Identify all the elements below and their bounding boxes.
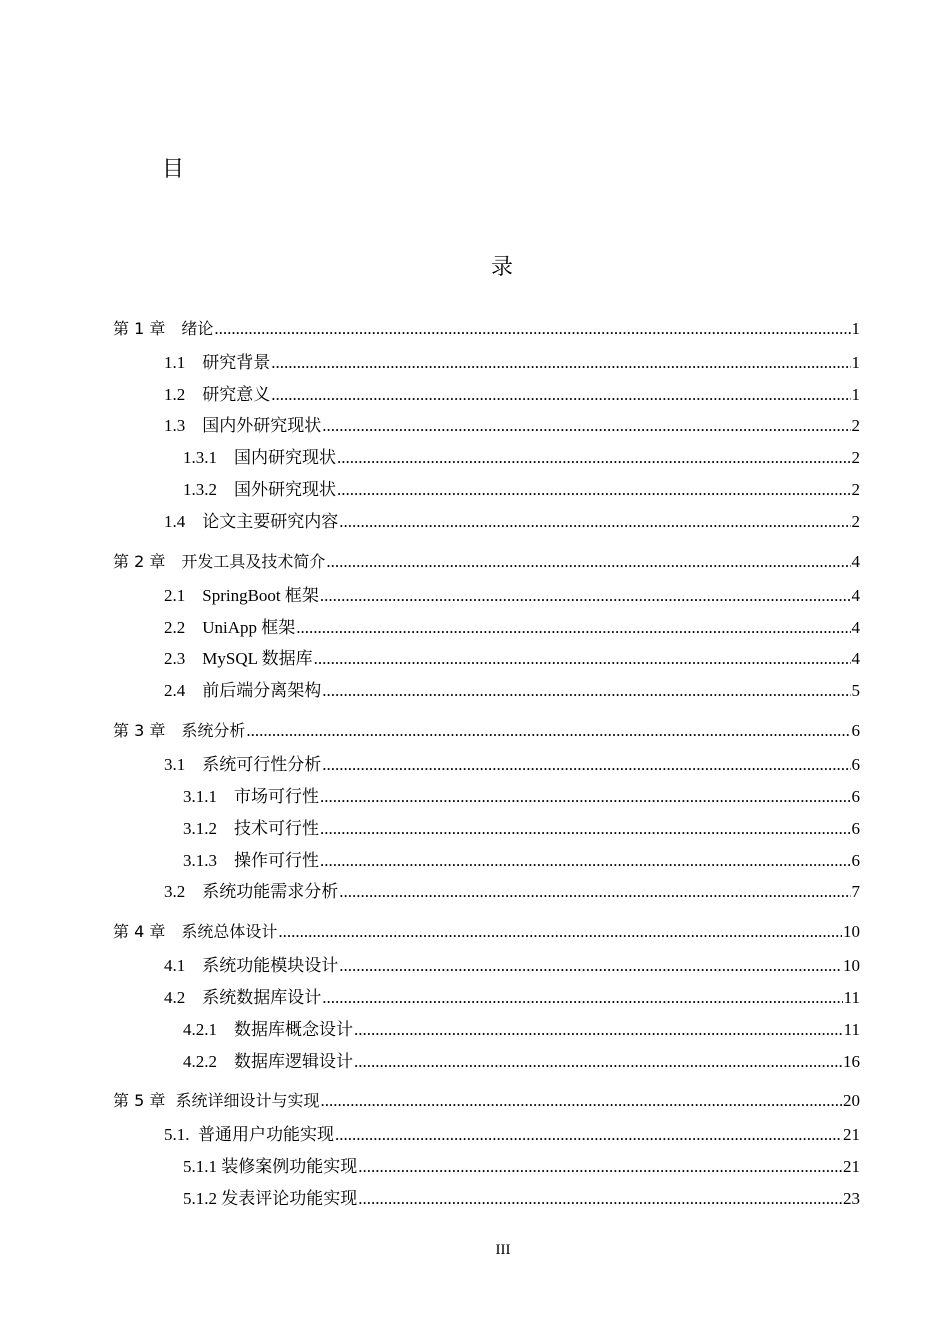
toc-section-entry[interactable]: [164, 877, 860, 901]
toc-dot-leader: [314, 649, 851, 669]
toc-entry-page: 2: [851, 416, 860, 435]
toc-entry-page: 6: [851, 787, 860, 806]
toc-dot-leader: [326, 552, 850, 572]
toc-section-entry[interactable]: [164, 750, 860, 774]
toc-entry-page: 6: [851, 851, 860, 870]
toc-dot-leader: [337, 480, 851, 500]
toc-entry-label: 3.1.1 市场可行性: [183, 787, 319, 806]
toc-entry-label: 第 1 章 绪论: [113, 319, 214, 338]
toc-dot-leader: [320, 586, 851, 606]
toc-dot-leader: [335, 1125, 842, 1145]
toc-dot-leader: [322, 988, 842, 1008]
toc-entry-label: 第 4 章 系统总体设计: [113, 922, 278, 941]
toc-title-char-2: 录: [491, 255, 514, 280]
toc-entry-label: 第 3 章 系统分析: [113, 721, 246, 740]
toc-entry-label: 第 5 章 系统详细设计与实现: [113, 1091, 320, 1110]
toc-subsection-entry[interactable]: [183, 443, 860, 467]
toc-entry-label: 2.4 前后端分离架构: [164, 681, 322, 700]
toc-entry-label: 1.3.1 国内研究现状: [183, 448, 336, 467]
toc-dot-leader: [320, 851, 851, 871]
toc-dot-leader: [271, 385, 850, 405]
toc-subsection-entry[interactable]: [183, 1184, 860, 1208]
toc-entry-label: 1.3.2 国外研究现状: [183, 480, 336, 499]
toc-entry-label: 3.1.2 技术可行性: [183, 819, 319, 838]
toc-chapter-entry[interactable]: [113, 718, 860, 742]
toc-dot-leader: [271, 353, 850, 373]
toc-entry-label: 1.2 研究意义: [164, 385, 271, 404]
toc-entry-page: 10: [843, 956, 860, 975]
toc-title-char-1: 目: [162, 157, 185, 182]
toc-subsection-entry[interactable]: [183, 782, 860, 806]
toc-entry-label: 3.1 系统可行性分析: [164, 755, 322, 774]
toc-entry-page: 2: [851, 448, 860, 467]
toc-entry-page: 1: [851, 353, 860, 372]
toc-chapter-entry[interactable]: [113, 1088, 860, 1112]
toc-subsection-entry[interactable]: [183, 814, 860, 838]
toc-entry-page: 4: [851, 552, 860, 571]
toc-dot-leader: [354, 1052, 842, 1072]
toc-entry-page: 2: [851, 512, 860, 531]
toc-entry-label: 3.1.3 操作可行性: [183, 851, 319, 870]
toc-section-entry[interactable]: [164, 1120, 860, 1144]
toc-subsection-entry[interactable]: [183, 1152, 860, 1176]
toc-entry-page: 6: [851, 721, 860, 740]
toc-entry-label: 2.1 SpringBoot 框架: [164, 586, 319, 605]
toc-dot-leader: [322, 755, 850, 775]
toc-section-entry[interactable]: [164, 380, 860, 404]
toc-entry-page: 6: [851, 819, 860, 838]
toc-dot-leader: [358, 1157, 842, 1177]
toc-entry-label: 1.3 国内外研究现状: [164, 416, 322, 435]
toc-entry-page: 10: [843, 922, 860, 941]
toc-entry-page: 11: [843, 1020, 860, 1039]
toc-section-entry[interactable]: [164, 581, 860, 605]
toc-section-entry[interactable]: [164, 348, 860, 372]
toc-subsection-entry[interactable]: [183, 1047, 860, 1071]
toc-dot-leader: [320, 819, 851, 839]
toc-entry-page: 7: [851, 882, 860, 901]
toc-section-entry[interactable]: [164, 951, 860, 975]
toc-section-entry[interactable]: [164, 507, 860, 531]
toc-chapter-entry[interactable]: [113, 919, 860, 943]
toc-entry-page: 4: [851, 618, 860, 637]
toc-dot-leader: [322, 416, 850, 436]
toc-dot-leader: [321, 1091, 842, 1111]
toc-entry-label: 2.3 MySQL 数据库: [164, 649, 313, 668]
toc-subsection-entry[interactable]: [183, 475, 860, 499]
toc-dot-leader: [354, 1020, 843, 1040]
toc-dot-leader: [296, 618, 850, 638]
toc-chapter-entry[interactable]: [113, 549, 860, 573]
toc-entry-label: 4.2.1 数据库概念设计: [183, 1020, 353, 1039]
toc-chapter-entry[interactable]: [113, 316, 860, 340]
toc-entry-label: 3.2 系统功能需求分析: [164, 882, 339, 901]
toc-entry-label: 4.2 系统数据库设计: [164, 988, 322, 1007]
toc-dot-leader: [339, 956, 842, 976]
toc-section-entry[interactable]: [164, 613, 860, 637]
toc-dot-leader: [246, 721, 850, 741]
toc-subsection-entry[interactable]: [183, 1015, 860, 1039]
toc-section-entry[interactable]: [164, 411, 860, 435]
toc-entry-label: 1.1 研究背景: [164, 353, 271, 372]
toc-section-entry[interactable]: [164, 644, 860, 668]
toc-entry-page: 21: [843, 1157, 860, 1176]
toc-subsection-entry[interactable]: [183, 846, 860, 870]
toc-entry-label: 4.1 系统功能模块设计: [164, 956, 339, 975]
toc-entry-page: 6: [851, 755, 860, 774]
toc-entry-label: 5.1.1 装修案例功能实现: [183, 1157, 358, 1176]
toc-entry-page: 4: [851, 649, 860, 668]
toc-entry-label: 4.2.2 数据库逻辑设计: [183, 1052, 353, 1071]
toc-entry-label: 2.2 UniApp 框架: [164, 618, 296, 637]
toc-entry-page: 1: [851, 385, 860, 404]
toc-dot-leader: [337, 448, 851, 468]
toc-dot-leader: [339, 512, 850, 532]
toc-dot-leader: [358, 1189, 842, 1209]
toc-entry-label: 5.1.2 发表评论功能实现: [183, 1189, 358, 1208]
toc-entry-page: 11: [843, 988, 860, 1007]
toc-entry-label: 1.4 论文主要研究内容: [164, 512, 339, 531]
toc-dot-leader: [214, 319, 850, 339]
toc-dot-leader: [320, 787, 851, 807]
toc-section-entry[interactable]: [164, 676, 860, 700]
toc-entry-label: 5.1. 普通用户功能实现: [164, 1125, 334, 1144]
toc-entry-page: 23: [843, 1189, 860, 1208]
toc-dot-leader: [278, 922, 842, 942]
page-number: III: [495, 1242, 511, 1258]
toc-entry-page: 4: [851, 586, 860, 605]
toc-entry-page: 21: [843, 1125, 860, 1144]
toc-section-entry[interactable]: [164, 983, 860, 1007]
toc-entry-label: 第 2 章 开发工具及技术简介: [113, 552, 326, 571]
toc-entry-page: 1: [851, 319, 860, 338]
toc-dot-leader: [339, 882, 850, 902]
toc-entry-page: 2: [851, 480, 860, 499]
toc-entry-page: 5: [851, 681, 860, 700]
toc-dot-leader: [322, 681, 850, 701]
toc-entry-page: 20: [843, 1091, 860, 1110]
toc-entry-page: 16: [843, 1052, 860, 1071]
